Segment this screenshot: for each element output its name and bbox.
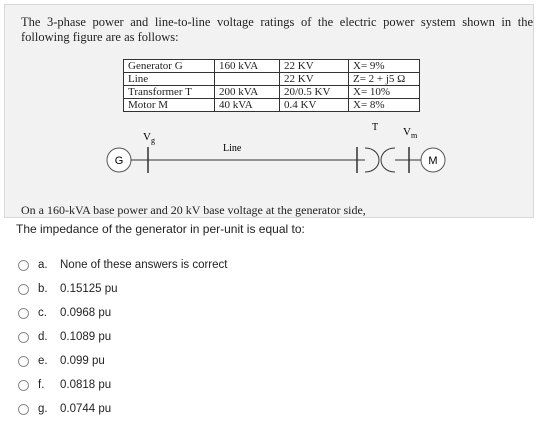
option-text: 0.15125 pu xyxy=(60,283,118,295)
ratings-cell: Z= 2 + j5 Ω xyxy=(349,73,420,86)
option-text: 0.0968 pu xyxy=(60,307,112,319)
ratings-cell: Transformer T xyxy=(124,86,215,99)
vm-label: $V_m$ xyxy=(403,126,418,140)
option-text: None of these answers is correct xyxy=(60,259,228,271)
answer-option-d[interactable] xyxy=(18,325,227,349)
ratings-cell: 160 kVA xyxy=(215,60,280,73)
option-letter: d. xyxy=(38,331,48,343)
ratings-cell: 22 KV xyxy=(280,60,349,73)
answer-option-e[interactable] xyxy=(18,349,227,373)
ratings-cell: X= 10% xyxy=(349,86,420,99)
option-letter: g. xyxy=(38,403,48,415)
radio-button[interactable] xyxy=(18,284,29,295)
ratings-cell: Motor M xyxy=(124,99,215,112)
option-letter: b. xyxy=(38,283,48,295)
ratings-cell: 0.4 KV xyxy=(280,99,349,112)
ratings-row xyxy=(124,99,420,112)
answer-option-c[interactable] xyxy=(18,301,227,325)
question-figure-panel xyxy=(4,4,534,218)
ratings-row xyxy=(124,73,420,86)
ratings-cell: Line xyxy=(124,73,215,86)
ratings-cell: 200 kVA xyxy=(215,86,280,99)
transformer-symbol xyxy=(365,148,395,172)
radio-button[interactable] xyxy=(18,308,29,319)
option-text: 0.0818 pu xyxy=(60,379,112,391)
ratings-table xyxy=(123,59,420,112)
ratings-cell: 40 kVA xyxy=(215,99,280,112)
option-text: 0.1089 pu xyxy=(60,331,112,343)
radio-button[interactable] xyxy=(18,404,29,415)
base-condition-text: On a 160-kVA base power and 20 kV base voltage at the generator side, xyxy=(21,203,366,217)
ratings-row xyxy=(124,86,420,99)
vg-label: $V_g$ xyxy=(143,131,155,145)
option-letter: e. xyxy=(38,355,48,367)
radio-button[interactable] xyxy=(18,380,29,391)
question-prompt: The impedance of the generator in per-unit is equal to: xyxy=(16,222,305,236)
option-letter: c. xyxy=(38,307,47,319)
one-line-diagram xyxy=(5,115,535,205)
ratings-cell: 22 KV xyxy=(280,73,349,86)
answer-option-f[interactable] xyxy=(18,373,227,397)
option-letter: f. xyxy=(38,379,45,391)
transformer-label: T xyxy=(371,122,379,133)
question-text: The 3-phase power and line-to-line voltage ratings of the electric power system shown in the following figure are as follows: xyxy=(21,15,533,44)
option-text: 0.099 pu xyxy=(60,355,105,367)
radio-button[interactable] xyxy=(18,332,29,343)
answer-option-g[interactable] xyxy=(18,397,227,421)
ratings-cell: 20/0.5 KV xyxy=(280,86,349,99)
answer-option-a[interactable] xyxy=(18,253,227,277)
ratings-cell: Generator G xyxy=(124,60,215,73)
ratings-row xyxy=(124,60,420,73)
option-text: 0.0744 pu xyxy=(60,403,112,415)
ratings-cell: X= 9% xyxy=(349,60,420,73)
ratings-cell xyxy=(215,73,280,86)
answer-options xyxy=(18,253,227,421)
radio-button[interactable] xyxy=(18,260,29,271)
generator-label: G xyxy=(114,155,124,167)
answer-option-b[interactable] xyxy=(18,277,227,301)
motor-label: M xyxy=(428,155,438,167)
option-letter: a. xyxy=(38,259,48,271)
radio-button[interactable] xyxy=(18,356,29,367)
line-label: Line xyxy=(223,143,242,154)
ratings-cell: X= 8% xyxy=(349,99,420,112)
